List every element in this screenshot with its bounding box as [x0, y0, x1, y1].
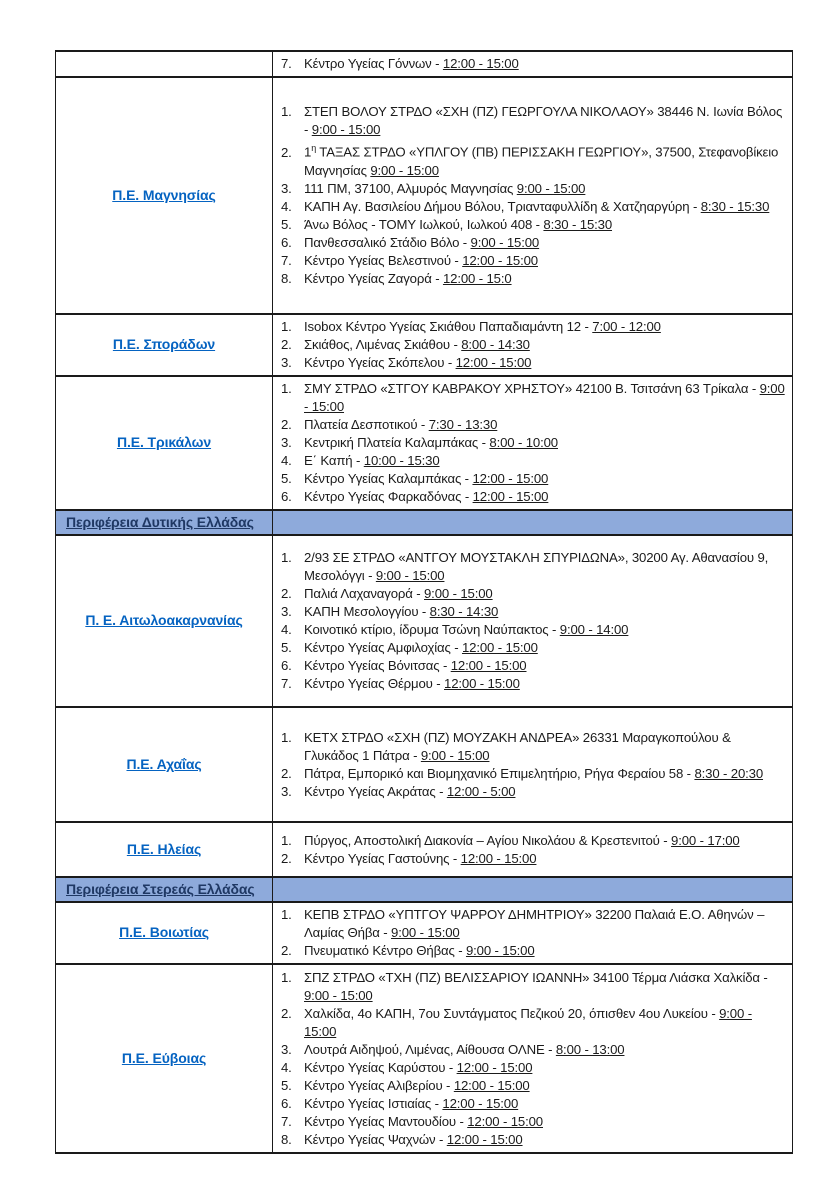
section-band-spacer-cell [273, 877, 793, 902]
item-number: 1. [281, 550, 292, 565]
item-hours: 12:00 - 15:00 [455, 355, 532, 370]
item-text-segment: Ε΄ Καπή - [304, 453, 364, 468]
item-text [304, 832, 786, 850]
item-number: 7. [281, 56, 292, 71]
locations-cell [273, 535, 793, 707]
item-text [304, 1131, 786, 1149]
table-row [56, 707, 793, 822]
item-text-segment: Κέντρο Υγείας Αλιβερίου - [304, 1077, 454, 1093]
locations-cell [273, 376, 793, 510]
item-hours: 10:00 - 15:30 [363, 453, 440, 468]
item-text [304, 549, 786, 585]
section-header-label: Περιφέρεια Δυτικής Ελλάδας [66, 514, 254, 530]
item-text-segment: Πανθεσσαλικό Στάδιο Βόλο - [304, 234, 471, 250]
location-item [281, 969, 786, 1005]
item-text [304, 639, 786, 657]
item-hours: 9:00 - 14:00 [559, 622, 629, 637]
item-number: 4. [281, 198, 292, 214]
location-item [281, 180, 786, 198]
item-hours: 9:00 - 15:00 [370, 162, 439, 178]
region-cell [56, 535, 273, 707]
region-link[interactable]: Π.Ε. Τρικάλων [116, 434, 212, 450]
locations-cell [273, 314, 793, 376]
table-row [56, 314, 793, 376]
region-cell [56, 314, 273, 376]
item-number: 1. [281, 104, 292, 120]
locations-cell [273, 822, 793, 877]
item-text-segment: ΣΠΖ ΣΤΡΔΟ «ΤΧΗ (ΠΖ) ΒΕΛΙΣΣΑΡΙΟΥ ΙΩΑΝΝΗ» 34100 Τέρμα Λιάσκα Χαλκίδα - [304, 969, 768, 985]
item-number: 5. [281, 471, 292, 486]
item-hours: 9:00 - 15:00 [375, 568, 445, 583]
location-item [281, 270, 786, 288]
location-item [281, 1005, 786, 1041]
item-text-segment: ΚΕΤΧ ΣΤΡΔΟ «ΣΧΗ (ΠΖ) ΜΟΥΖΑΚΗ ΑΝΔΡΕΑ» 26331 Μαραγκοπούλου & Γλυκάδος 1 Πάτρα - [304, 729, 731, 763]
item-number: 3. [281, 435, 292, 450]
location-item [281, 234, 786, 252]
item-hours: 12:00 - 15:00 [453, 1077, 530, 1093]
item-text [304, 603, 786, 621]
location-item [281, 216, 786, 234]
item-text [304, 585, 786, 603]
item-text-segment: Λουτρά Αιδηψού, Λιμένας, Αίθουσα ΟΛΝΕ - [304, 1041, 556, 1057]
item-hours: 9:00 - 15:00 [311, 122, 381, 138]
item-text-segment: Χαλκίδα, 4ο ΚΑΠΗ, 7ου Συντάγματος Πεζικού 20, όπισθεν 4ου Λυκείου - [304, 1005, 720, 1021]
item-text [304, 657, 786, 675]
section-header-label: Περιφέρεια Στερεάς Ελλάδας [66, 881, 255, 897]
item-hours: 12:00 - 15:00 [461, 640, 538, 655]
item-hours: 7:00 - 12:00 [592, 319, 661, 334]
item-text-segment: Πνευματικό Κέντρο Θήβας - [304, 943, 466, 958]
item-text [304, 336, 786, 354]
item-text [304, 765, 786, 783]
item-text [304, 434, 786, 452]
item-hours: 12:00 - 15:00 [442, 1095, 519, 1111]
item-hours: 12:00 - 15:00 [444, 676, 520, 691]
item-text [304, 252, 786, 270]
location-item [281, 336, 786, 354]
item-hours: 8:30 - 20:30 [694, 765, 764, 781]
table-row [56, 376, 793, 510]
location-item [281, 1095, 786, 1113]
item-number: 2. [281, 337, 292, 352]
item-number: 1. [281, 381, 292, 396]
section-band-row [56, 877, 793, 902]
location-item [281, 675, 786, 693]
item-text [304, 850, 786, 868]
item-text [304, 318, 786, 336]
location-item [281, 657, 786, 675]
item-number: 4. [281, 1059, 292, 1075]
item-hours: 9:00 - 15:00 [470, 234, 540, 250]
item-number: 6. [281, 1095, 292, 1111]
item-text [304, 380, 786, 416]
item-text [304, 729, 786, 765]
item-number: 3. [281, 355, 292, 370]
item-hours: 9:00 - 15:00 [391, 925, 460, 940]
location-item [281, 1077, 786, 1095]
item-text [304, 675, 786, 693]
table-row [56, 535, 793, 707]
locations-cell [273, 707, 793, 822]
item-number: 2. [281, 850, 292, 866]
locations-cell [273, 77, 793, 314]
item-text [304, 452, 786, 470]
item-text-segment: Isobox Κέντρο Υγείας Σκιάθου Παπαδιαμάντη 12 - [304, 319, 593, 334]
item-number: 3. [281, 604, 292, 619]
location-item [281, 906, 786, 942]
item-text [304, 942, 786, 960]
item-text [304, 488, 786, 506]
region-cell [56, 902, 273, 964]
region-link[interactable]: Π.Ε. Μαγνησίας [112, 186, 216, 203]
location-item [281, 832, 786, 850]
item-text-segment: Κέντρο Υγείας Γόννων - [304, 56, 443, 71]
region-cell [56, 51, 273, 77]
item-hours: 12:00 - 15:0 [442, 270, 512, 286]
item-hours: 9:00 - 15:00 [424, 586, 493, 601]
locations-cell [273, 902, 793, 964]
item-text [304, 1077, 786, 1095]
item-hours: 8:30 - 15:30 [700, 198, 770, 214]
item-number: 1. [281, 832, 292, 848]
item-text-segment: Σκιάθος, Λιμένας Σκιάθου - [304, 337, 462, 352]
item-text-segment: Κέντρο Υγείας Μαντουδίου - [304, 1113, 468, 1129]
item-text-segment: 1 [304, 144, 312, 160]
item-text-segment: Πάτρα, Εμπορικό και Βιομηχανικό Επιμελητήριο, Ρήγα Φεραίου 58 - [304, 765, 695, 781]
item-number: 1. [281, 907, 292, 922]
region-link[interactable]: Π. Ε. Αιτωλοακαρνανίας [85, 612, 243, 628]
table-row [56, 822, 793, 877]
item-number: 5. [281, 216, 292, 232]
item-text-segment: ΚΑΠΗ Μεσολογγίου - [304, 604, 430, 619]
item-text-segment: Κέντρο Υγείας Ακράτας - [304, 783, 447, 799]
location-item [281, 585, 786, 603]
item-number: 1. [281, 729, 292, 745]
location-item [281, 252, 786, 270]
location-item [281, 452, 786, 470]
item-number: 1. [281, 969, 292, 985]
item-number: 8. [281, 270, 292, 286]
item-number: 7. [281, 252, 292, 268]
item-text-segment: ΣΤΕΠ ΒΟΛΟΥ ΣΤΡΔΟ «ΣΧΗ (ΠΖ) ΓΕΩΡΓΟΥΛΑ ΝΙΚΟΛΑΟΥ» 38446 Ν. Ιωνία Βόλος - [304, 104, 783, 138]
item-text [304, 621, 786, 639]
item-text-segment: Κέντρο Υγείας Φαρκαδόνας - [304, 489, 473, 504]
item-number: 6. [281, 234, 292, 250]
location-item [281, 1059, 786, 1077]
item-text-segment: Κέντρο Υγείας Βελεστινού - [304, 252, 463, 268]
table-row [56, 902, 793, 964]
region-link[interactable]: Π.Ε. Εύβοιας [121, 1049, 207, 1066]
location-item [281, 639, 786, 657]
location-item [281, 139, 786, 179]
region-link[interactable]: Π.Ε. Αχαΐας [126, 755, 202, 772]
item-hours: 12:00 - 15:00 [456, 1059, 533, 1075]
item-hours: 12:00 - 15:00 [472, 489, 549, 504]
item-text-segment: Άνω Βόλος - ΤΟΜΥ Ιωλκού, Ιωλκού 408 - [304, 216, 544, 232]
item-number: 5. [281, 1077, 292, 1093]
location-item [281, 198, 786, 216]
item-text-segment: ΤΑΞΑΣ ΣΤΡΔΟ «ΥΠΛΓΟΥ (ΠΒ) ΠΕΡΙΣΣΑΚΗ ΓΕΩΡΓΙΟΥ», 37500, Στεφανοβίκειο Μαγνησίας [304, 144, 779, 178]
item-hours: 12:00 - 15:00 [446, 1131, 523, 1147]
location-item [281, 488, 786, 506]
item-hours: 8:00 - 10:00 [489, 435, 558, 450]
location-item [281, 55, 786, 73]
location-item [281, 380, 786, 416]
item-text-segment: Κέντρο Υγείας Γαστούνης - [304, 850, 461, 866]
item-text [304, 234, 786, 252]
item-text [304, 1095, 786, 1113]
item-hours: 12:00 - 15:00 [442, 56, 519, 71]
item-text [304, 416, 786, 434]
item-number: 2. [281, 586, 292, 601]
region-link[interactable]: Π.Ε. Ηλείας [126, 840, 202, 857]
item-hours: 12:00 - 15:00 [467, 1113, 543, 1129]
item-hours: 9:00 - 15:00 [304, 381, 785, 414]
item-text [304, 1005, 786, 1041]
item-number: 6. [281, 658, 292, 673]
region-cell [56, 707, 273, 822]
location-item [281, 765, 786, 783]
section-band-row [56, 510, 793, 535]
location-item [281, 354, 786, 372]
item-hours: 9:00 - 15:00 [304, 1005, 752, 1039]
locations-cell [273, 51, 793, 77]
location-item [281, 1113, 786, 1131]
item-text [304, 1113, 786, 1131]
location-item [281, 783, 786, 801]
location-item [281, 1131, 786, 1149]
item-text [304, 139, 786, 179]
item-text-segment: Κέντρο Υγείας Σκόπελου - [304, 355, 456, 370]
item-text-segment: Κέντρο Υγείας Ψαχνών - [304, 1131, 447, 1147]
item-number: 3. [281, 180, 292, 196]
item-number: 8. [281, 1131, 292, 1147]
item-text [304, 1059, 786, 1077]
item-text-segment: ΣΜΥ ΣΤΡΔΟ «ΣΤΓΟΥ ΚΑΒΡΑΚΟΥ ΧΡΗΣΤΟΥ» 42100 Β. Τσιτσάνη 63 Τρίκαλα - [304, 381, 760, 396]
item-text [304, 216, 786, 234]
item-hours: 12:00 - 15:00 [462, 252, 538, 268]
item-number: 5. [281, 640, 292, 655]
item-number: 2. [281, 417, 292, 432]
location-item [281, 603, 786, 621]
item-text [304, 783, 786, 801]
item-text [304, 55, 786, 73]
item-number: 4. [281, 622, 292, 637]
item-text [304, 198, 786, 216]
location-item [281, 318, 786, 336]
item-text-segment: Παλιά Λαχαναγορά - [304, 586, 424, 601]
item-number: 2. [281, 1005, 292, 1021]
region-cell [56, 77, 273, 314]
region-link[interactable]: Π.Ε. Σποράδων [112, 336, 216, 352]
section-band-left-cell [56, 510, 273, 535]
location-item [281, 470, 786, 488]
item-number: 2. [281, 943, 292, 958]
item-number: 3. [281, 783, 292, 799]
item-hours: 9:00 - 15:00 [304, 987, 373, 1003]
item-hours: 8:30 - 14:30 [429, 604, 499, 619]
item-text-segment: Κέντρο Υγείας Ζαγορά - [304, 270, 443, 286]
item-text-segment: Κέντρο Υγείας Καρύστου - [304, 1059, 457, 1075]
location-item [281, 1041, 786, 1059]
table-row [56, 77, 793, 314]
item-number: 1. [281, 319, 292, 334]
location-item [281, 434, 786, 452]
item-text [304, 180, 786, 198]
item-text-segment: Πλατεία Δεσποτικού - [304, 417, 429, 432]
location-item [281, 416, 786, 434]
table-row [56, 964, 793, 1153]
item-text-segment: Κέντρο Υγείας Θέρμου - [304, 676, 445, 691]
item-text-segment: Πύργος, Αποστολική Διακονία – Αγίου Νικολάου & Κρεστενιτού - [304, 832, 672, 848]
item-hours: 12:00 - 15:00 [460, 850, 537, 866]
locations-cell [273, 964, 793, 1153]
item-text-segment: ΚΕΠΒ ΣΤΡΔΟ «ΥΠΤΓΟΥ ΨΑΡΡΟΥ ΔΗΜΗΤΡΙΟΥ» 32200 Παλαιά Ε.Ο. Αθηνών – Λαμίας Θήβα - [304, 907, 765, 940]
item-text-segment: Κεντρική Πλατεία Καλαμπάκας - [304, 435, 490, 450]
item-text-segment: 2/93 ΣΕ ΣΤΡΔΟ «ΑΝΤΓΟΥ ΜΟΥΣΤΑΚΛΗ ΣΠΥΡΙΔΩΝΑ», 30200 Αγ. Αθανασίου 9, Μεσολόγγι - [304, 550, 769, 583]
item-number: 7. [281, 676, 292, 691]
item-text [304, 470, 786, 488]
region-cell [56, 822, 273, 877]
health-centers-table [55, 50, 793, 1154]
item-text [304, 1041, 786, 1059]
item-number: 3. [281, 1041, 292, 1057]
item-text-segment: η [311, 143, 317, 154]
item-text [304, 969, 786, 1005]
item-hours: 9:00 - 15:00 [516, 180, 586, 196]
region-cell [56, 964, 273, 1153]
item-text-segment: Κέντρο Υγείας Βόνιτσας - [304, 658, 451, 673]
item-text-segment: Κοινοτικό κτίριο, ίδρυμα Τσώνη Ναύπακτος - [304, 622, 560, 637]
item-text [304, 270, 786, 288]
item-hours: 12:00 - 15:00 [472, 471, 549, 486]
region-link[interactable]: Π.Ε. Βοιωτίας [119, 924, 209, 940]
location-item [281, 850, 786, 868]
item-hours: 12:00 - 5:00 [446, 783, 516, 799]
item-number: 2. [281, 144, 292, 160]
item-text-segment: Κέντρο Υγείας Ιστιαίας - [304, 1095, 443, 1111]
item-hours: 12:00 - 15:00 [450, 658, 527, 673]
location-item [281, 942, 786, 960]
region-cell [56, 376, 273, 510]
item-text-segment: Κέντρο Υγείας Αμφιλοχίας - [304, 640, 462, 655]
table-row [56, 51, 793, 77]
location-item [281, 549, 786, 585]
section-band-left-cell [56, 877, 273, 902]
item-text [304, 103, 786, 139]
item-hours: 9:00 - 15:00 [465, 943, 535, 958]
item-text-segment: 111 ΠΜ, 37100, Αλμυρός Μαγνησίας [304, 180, 517, 196]
table-body [56, 51, 793, 1153]
item-number: 6. [281, 489, 292, 504]
item-number: 2. [281, 765, 292, 781]
item-hours: 7:30 - 13:30 [428, 417, 498, 432]
item-hours: 9:00 - 15:00 [420, 747, 490, 763]
item-hours: 9:00 - 17:00 [671, 832, 740, 848]
item-text-segment: ΚΑΠΗ Αγ. Βασιλείου Δήμου Βόλου, Τριανταφυλλίδη & Χατζηαργύρη - [304, 198, 701, 214]
item-hours: 8:00 - 14:30 [461, 337, 530, 352]
section-band-spacer-cell [273, 510, 793, 535]
item-number: 4. [281, 453, 292, 468]
location-item [281, 621, 786, 639]
item-text [304, 354, 786, 372]
location-item [281, 103, 786, 139]
item-text [304, 906, 786, 942]
location-item [281, 729, 786, 765]
item-number: 7. [281, 1113, 292, 1129]
item-text-segment: Κέντρο Υγείας Καλαμπάκας - [304, 471, 473, 486]
item-hours: 8:30 - 15:30 [543, 216, 613, 232]
item-hours: 8:00 - 13:00 [555, 1041, 625, 1057]
